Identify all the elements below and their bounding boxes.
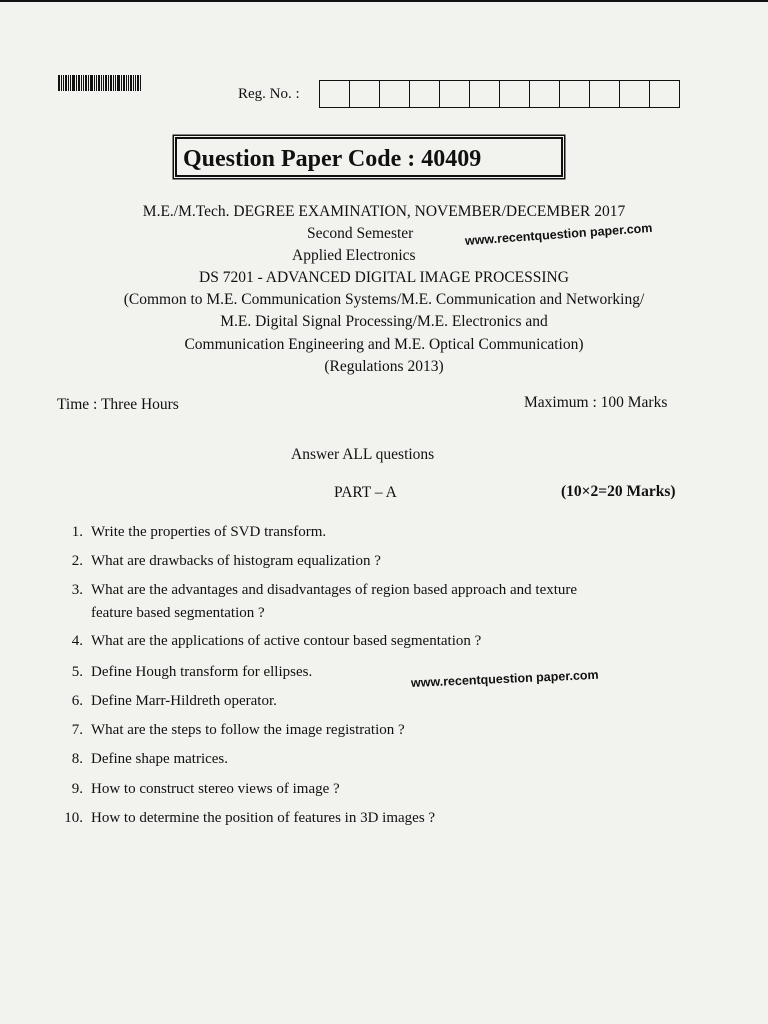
reg-no-box[interactable]: [619, 81, 649, 107]
question-number: 10.: [64, 810, 83, 826]
reg-no-box[interactable]: [649, 81, 679, 107]
time-allowed: Time : Three Hours: [57, 396, 179, 413]
question-text: What are the steps to follow the image registration ?: [91, 722, 405, 738]
barcode-bar: [96, 75, 97, 91]
question-number: 6.: [71, 693, 83, 709]
common-line-2: M.E. Digital Signal Processing/M.E. Electronics and: [220, 313, 548, 330]
barcode-bar: [63, 75, 64, 91]
barcode-bar: [78, 75, 80, 91]
reg-no-box[interactable]: [349, 81, 379, 107]
barcode-bar: [98, 75, 100, 91]
question-text: feature based segmentation ?: [91, 605, 265, 621]
watermark-bottom: www.recentquestion paper.com: [410, 667, 599, 690]
barcode-bar: [88, 75, 89, 91]
question-text: Define Hough transform for ellipses.: [91, 664, 313, 680]
branch: Applied Electronics: [292, 247, 416, 264]
barcode-bar: [61, 75, 62, 91]
question-number: 8.: [71, 751, 83, 767]
barcode-bar: [94, 75, 95, 91]
barcode: [58, 75, 158, 91]
common-line-3: Communication Engineering and M.E. Optical Communication): [184, 336, 584, 353]
question-text: What are the advantages and disadvantages of region based approach and texture: [91, 582, 578, 598]
barcode-bar: [105, 75, 107, 91]
reg-no-box[interactable]: [469, 81, 499, 107]
semester: Second Semester: [307, 225, 414, 242]
reg-no-box[interactable]: [409, 81, 439, 107]
reg-no-box[interactable]: [439, 81, 469, 107]
barcode-bar: [117, 75, 120, 91]
question-text: Define Marr-Hildreth operator.: [91, 693, 277, 709]
barcode-bar: [126, 75, 127, 91]
part-heading: PART – A: [334, 484, 397, 501]
maximum-marks: Maximum : 100 Marks: [524, 394, 668, 411]
question-text: What are the applications of active contour based segmentation ?: [91, 633, 482, 649]
reg-no-box[interactable]: [379, 81, 409, 107]
question-number: 9.: [71, 781, 83, 797]
barcode-bar: [110, 75, 112, 91]
barcode-bar: [76, 75, 77, 91]
barcode-bar: [101, 75, 102, 91]
barcode-bar: [65, 75, 67, 91]
barcode-bar: [85, 75, 87, 91]
barcode-bar: [108, 75, 109, 91]
barcode-bar: [72, 75, 75, 91]
barcode-bar: [81, 75, 82, 91]
question-number: 3.: [71, 582, 83, 598]
reg-no-label: Reg. No. :: [238, 86, 300, 102]
exam-title: M.E./M.Tech. DEGREE EXAMINATION, NOVEMBER/DECEMBER 2017: [142, 203, 626, 220]
barcode-bar: [123, 75, 125, 91]
barcode-bar: [90, 75, 93, 91]
question-number: 2.: [71, 553, 83, 569]
barcode-bar: [121, 75, 122, 91]
question-number: 1.: [71, 524, 83, 540]
barcode-bar: [137, 75, 139, 91]
reg-no-boxes: [319, 80, 680, 108]
question-text: What are drawbacks of histogram equalization ?: [91, 553, 381, 569]
common-line-1: (Common to M.E. Communication Systems/M.E. Communication and Networking/: [123, 291, 645, 308]
barcode-bar: [70, 75, 71, 91]
regulations: (Regulations 2013): [324, 358, 444, 375]
instruction: Answer ALL questions: [291, 446, 435, 463]
top-rule: [0, 0, 768, 2]
barcode-bar: [58, 75, 60, 91]
barcode-bar: [140, 75, 141, 91]
reg-no-box[interactable]: [559, 81, 589, 107]
barcode-bar: [103, 75, 104, 91]
course-title: DS 7201 - ADVANCED DIGITAL IMAGE PROCESSING: [199, 269, 569, 286]
question-text: Define shape matrices.: [91, 751, 229, 767]
watermark-top: www.recentquestion paper.com: [464, 220, 653, 248]
question-number: 7.: [71, 722, 83, 738]
question-text: Write the properties of SVD transform.: [91, 524, 327, 540]
barcode-bar: [68, 75, 69, 91]
reg-no-box[interactable]: [529, 81, 559, 107]
question-text: How to determine the position of features in 3D images ?: [91, 810, 436, 826]
reg-no-box[interactable]: [320, 81, 349, 107]
part-marks: (10×2=20 Marks): [561, 483, 676, 500]
question-paper-code: Question Paper Code : 40409: [175, 137, 563, 177]
barcode-bar: [113, 75, 114, 91]
barcode-bar: [128, 75, 129, 91]
barcode-bar: [135, 75, 136, 91]
reg-no-box[interactable]: [499, 81, 529, 107]
reg-no-box[interactable]: [589, 81, 619, 107]
question-number: 5.: [71, 664, 83, 680]
barcode-bar: [115, 75, 116, 91]
barcode-bar: [83, 75, 84, 91]
barcode-bar: [133, 75, 134, 91]
question-number: 4.: [71, 633, 83, 649]
question-text: How to construct stereo views of image ?: [91, 781, 340, 797]
barcode-bar: [130, 75, 132, 91]
